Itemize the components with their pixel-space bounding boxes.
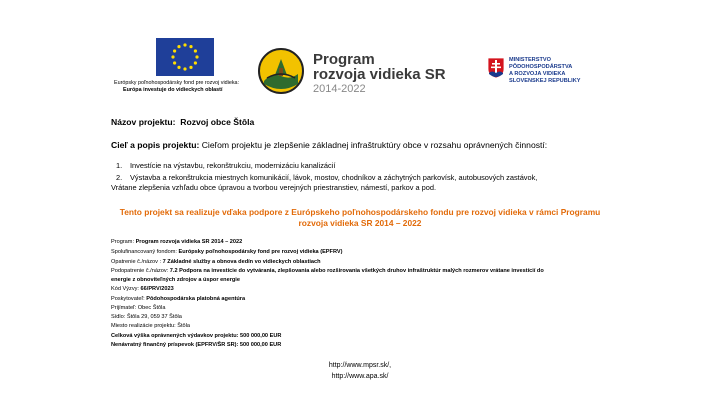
- project-name: [111, 117, 254, 127]
- info-grant: Nenávratný finančný príspevok (EPFRV/ŠR SR): 500 000,00 EUR: [111, 342, 282, 348]
- info-total: Celková výška oprávnených výdavkov projektu: 500 000,00 EUR: [111, 333, 282, 339]
- info-recipient: Prijímateľ: Obec Štôla: [111, 305, 166, 311]
- project-goal-label: Cieľ a popis projektu:: [111, 140, 200, 150]
- project-name-value: Rozvoj obce Štôla: [180, 117, 255, 127]
- list-item: 1. Investície na výstavbu, rekonštrukciu, modernizáciu kanalizácií: [116, 161, 336, 170]
- link-mpsr[interactable]: http://www.mpsr.sk/,: [328, 362, 392, 369]
- ministry-line3: A ROZVOJA VIDIEKA: [509, 71, 566, 77]
- info-seat: Sídlo: Štôla 29, 059 37 Štôla: [111, 314, 182, 320]
- info-submeasure-cont: energie z obnoviteľných zdrojov a úspor energie: [111, 277, 240, 283]
- eu-fund-caption: Európsky poľnohospodársky fond pre rozvoj vidieka:: [114, 80, 240, 86]
- info-provider: Poskytovateľ: Pôdohospodárska platobná agentúra: [111, 296, 246, 302]
- link-apa[interactable]: http://www.apa.sk/: [331, 373, 389, 380]
- project-name-label: Názov projektu:: [111, 117, 176, 127]
- ministry-line4: SLOVENSKEJ REPUBLIKY: [509, 78, 581, 84]
- project-goal-text: Cieľom projektu je zlepšenie základnej infraštruktúry obce v rozsahu oprávnených činností:: [201, 140, 548, 150]
- program-logo-line2: rozvoja vidieka SR: [313, 66, 446, 83]
- list-item-continuation: Vrátane zlepšenia vzhľadu obce úpravou a tvorbou verejných priestranstiev, námestí, parkov a pod.: [111, 183, 437, 192]
- ministry-line2: PÔDOHOSPODÁRSTVA: [509, 64, 573, 70]
- ministry-line1: MINISTERSTVO: [509, 57, 551, 63]
- eu-flag-icon: [156, 38, 214, 76]
- program-emblem-icon: [258, 48, 304, 94]
- support-statement-line2: rozvoja vidieka SR 2014 – 2022: [298, 218, 422, 228]
- info-program: Program: Program rozvoja vidieka SR 2014 – 2022: [111, 239, 243, 245]
- program-logo-line1: Program: [313, 51, 375, 68]
- info-fund: Spolufinancovaný fondom: Európsky poľnohospodársky fond pre rozvoj vidieka (EPFRV): [111, 249, 343, 255]
- info-submeasure: Podopatrenie č./názov: 7.2 Podpora na investície do vytvárania, zlepšovania alebo rozširovania všetkých druhov infraštruktúr malých rozmerov vrátane investícií do: [111, 268, 544, 274]
- slovak-crest-icon: [487, 57, 505, 79]
- eu-slogan: Európa investuje do vidieckych oblastí: [123, 87, 223, 93]
- support-statement-line1: Tento projekt sa realizuje vďaka podpore z Európskeho poľnohospodárskeho fondu pre rozvoj vidieka v rámci Programu: [119, 207, 601, 217]
- info-measure: Opatrenie č./názov : 7 Základné služby a obnova dedín vo vidieckych oblastiach: [111, 259, 321, 265]
- project-goal: [111, 140, 547, 150]
- info-call-code: Kód Výzvy: 66/PRV/2023: [111, 286, 174, 292]
- info-place: Miesto realizácie projektu: Štôla: [111, 323, 190, 329]
- program-logo-years: 2014-2022: [313, 83, 366, 95]
- ministry-name: [509, 57, 581, 85]
- list-item: 2. Výstavba a rekonštrukcia miestnych komunikácií, lávok, mostov, chodníkov a záchytných parkovísk, autobusových zastávok,: [116, 173, 538, 182]
